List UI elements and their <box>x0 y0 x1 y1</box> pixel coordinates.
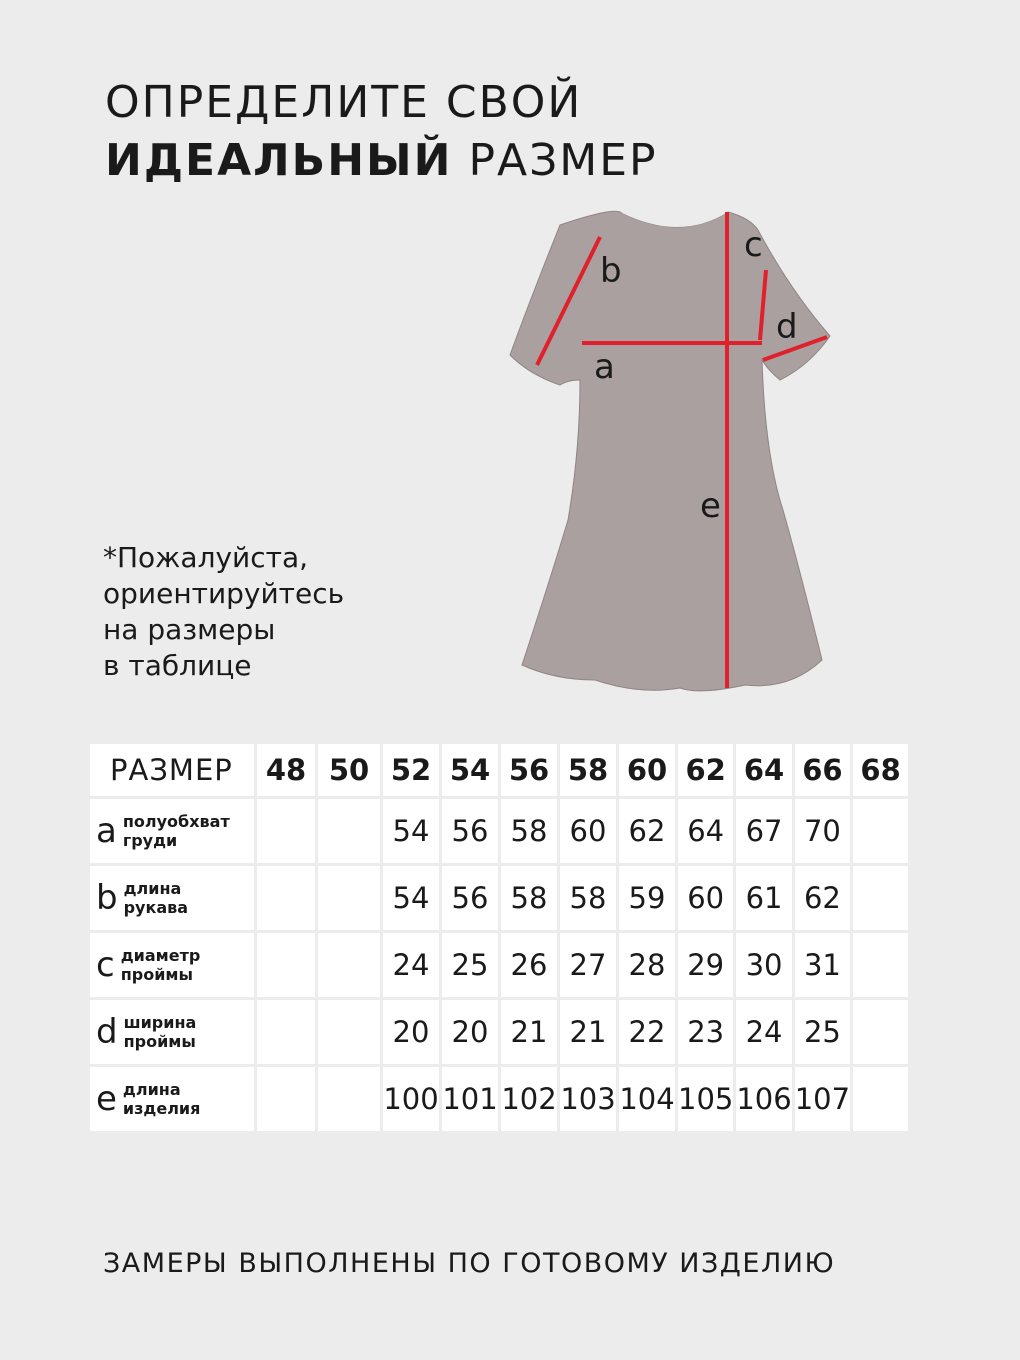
row-letter: b <box>96 878 118 918</box>
size-table <box>87 741 911 1134</box>
table-cell <box>318 866 380 930</box>
table-cell: 101 <box>442 1067 498 1131</box>
table-cell: 58 <box>501 866 557 930</box>
row-desc-line: диаметр <box>120 946 201 965</box>
table-cell: 25 <box>795 1000 850 1064</box>
table-cell <box>318 1000 380 1064</box>
header-size: 54 <box>442 744 498 796</box>
diagram-label-a: a <box>594 347 615 387</box>
table-cell <box>257 866 315 930</box>
table-cell: 62 <box>795 866 850 930</box>
row-letter: a <box>96 811 117 851</box>
table-cell: 27 <box>560 933 616 997</box>
table-cell: 67 <box>736 799 791 863</box>
table-cell: 28 <box>619 933 675 997</box>
header-size: 66 <box>795 744 850 796</box>
note-line: на размеры <box>103 613 276 646</box>
size-note <box>103 540 344 684</box>
header-size: 58 <box>560 744 616 796</box>
row-desc-line: груди <box>122 831 178 850</box>
table-cell: 64 <box>678 799 733 863</box>
table-cell: 20 <box>442 1000 498 1064</box>
table-cell: 21 <box>501 1000 557 1064</box>
table-cell: 59 <box>619 866 675 930</box>
title-line-1: ОПРЕДЕЛИТЕ СВОЙ <box>105 77 583 128</box>
header-size: 56 <box>501 744 557 796</box>
header-size: 60 <box>619 744 675 796</box>
dress-measurement-diagram <box>500 190 860 710</box>
table-cell <box>853 1067 908 1131</box>
table-cell: 24 <box>736 1000 791 1064</box>
table-cell: 22 <box>619 1000 675 1064</box>
table-cell <box>257 799 315 863</box>
row-header <box>90 1000 254 1064</box>
row-desc-line: изделия <box>122 1099 201 1118</box>
table-cell: 56 <box>442 799 498 863</box>
table-cell: 20 <box>383 1000 439 1064</box>
diagram-label-c: c <box>744 225 763 265</box>
table-cell: 23 <box>678 1000 733 1064</box>
table-cell: 58 <box>560 866 616 930</box>
table-cell: 62 <box>619 799 675 863</box>
table-cell: 60 <box>560 799 616 863</box>
title-bold-word: ИДЕАЛЬНЫЙ <box>105 135 453 186</box>
table-cell: 54 <box>383 799 439 863</box>
row-header <box>90 866 254 930</box>
table-cell <box>257 933 315 997</box>
table-cell: 60 <box>678 866 733 930</box>
row-desc-line: проймы <box>120 965 193 984</box>
table-cell: 26 <box>501 933 557 997</box>
table-cell <box>853 866 908 930</box>
table-cell <box>257 1000 315 1064</box>
table-cell: 107 <box>795 1067 850 1131</box>
table-cell <box>318 933 380 997</box>
table-cell: 21 <box>560 1000 616 1064</box>
table-cell <box>853 799 908 863</box>
row-description <box>123 1080 200 1118</box>
table-cell: 70 <box>795 799 850 863</box>
row-header <box>90 1067 254 1131</box>
table-cell <box>853 933 908 997</box>
table-cell: 61 <box>736 866 791 930</box>
row-letter: c <box>96 945 115 985</box>
table-cell: 25 <box>442 933 498 997</box>
table-cell: 56 <box>442 866 498 930</box>
row-description <box>124 1013 197 1051</box>
table-cell: 24 <box>383 933 439 997</box>
note-line: ориентируйтесь <box>103 577 345 610</box>
diagram-label-b: b <box>600 251 622 291</box>
table-cell: 30 <box>736 933 791 997</box>
row-desc-line: полуобхват <box>122 812 230 831</box>
header-size: 50 <box>318 744 380 796</box>
row-desc-line: длина <box>123 879 182 898</box>
table-cell: 100 <box>383 1067 439 1131</box>
diagram-label-d: d <box>776 307 798 347</box>
row-desc-line: проймы <box>123 1032 196 1051</box>
table-cell <box>853 1000 908 1064</box>
table-header-row <box>90 744 908 796</box>
footer-note: ЗАМЕРЫ ВЫПОЛНЕНЫ ПО ГОТОВОМУ ИЗДЕЛИЮ <box>103 1248 836 1279</box>
dress-silhouette <box>510 211 830 691</box>
table-cell: 105 <box>678 1067 733 1131</box>
table-cell: 31 <box>795 933 850 997</box>
header-size: 64 <box>736 744 791 796</box>
table-cell <box>257 1067 315 1131</box>
row-desc-line: рукава <box>123 898 189 917</box>
table-cell: 102 <box>501 1067 557 1131</box>
table-cell: 58 <box>501 799 557 863</box>
row-header <box>90 933 254 997</box>
header-size-label: РАЗМЕР <box>90 744 254 796</box>
header-size: 68 <box>853 744 908 796</box>
title-rest-word: РАЗМЕР <box>468 135 658 186</box>
table-row-d <box>90 1000 908 1064</box>
table-cell: 106 <box>736 1067 791 1131</box>
table-cell: 54 <box>383 866 439 930</box>
table-cell: 104 <box>619 1067 675 1131</box>
table-cell <box>318 799 380 863</box>
row-letter: d <box>96 1012 118 1052</box>
note-line: в таблице <box>103 649 252 682</box>
row-header <box>90 799 254 863</box>
table-row-a <box>90 799 908 863</box>
table-row-c <box>90 933 908 997</box>
row-description <box>121 946 201 984</box>
table-cell <box>318 1067 380 1131</box>
diagram-label-e: e <box>700 486 721 526</box>
row-desc-line: длина <box>122 1080 181 1099</box>
table-row-e <box>90 1067 908 1131</box>
row-letter: e <box>96 1079 117 1119</box>
title-line-2 <box>105 132 658 190</box>
table-row-b <box>90 866 908 930</box>
row-description <box>124 879 188 917</box>
header-size: 48 <box>257 744 315 796</box>
table-cell: 29 <box>678 933 733 997</box>
row-desc-line: ширина <box>123 1013 197 1032</box>
header-size: 62 <box>678 744 733 796</box>
row-description <box>123 812 230 850</box>
header-size: 52 <box>383 744 439 796</box>
table-cell: 103 <box>560 1067 616 1131</box>
page-title <box>105 74 658 190</box>
note-line: *Пожалуйста, <box>103 541 308 574</box>
